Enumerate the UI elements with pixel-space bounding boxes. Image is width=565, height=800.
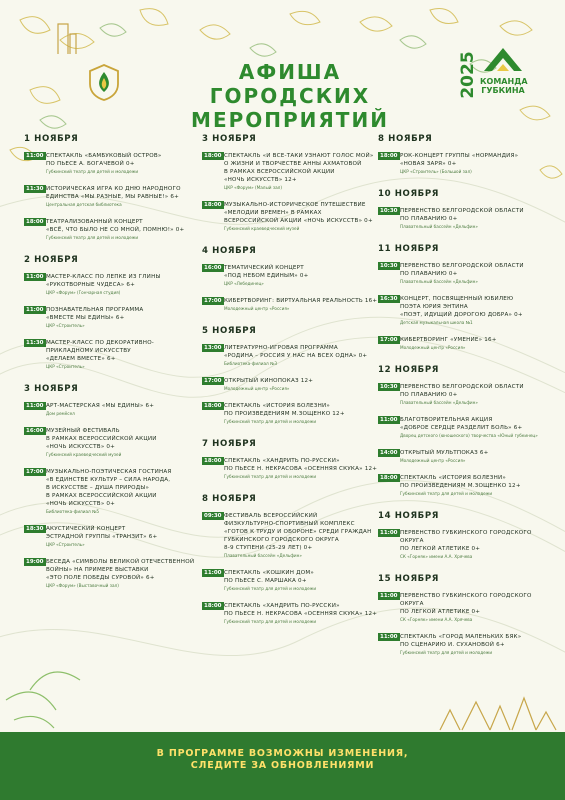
event-description: СПЕКТАКЛЬ «ИСТОРИЯ БОЛЕЗНИ» <box>224 403 330 409</box>
day-date: 5 НОЯБРЯ <box>202 326 257 336</box>
event-description: О ЖИЗНИ И ТВОРЧЕСТВЕ АННЫ АХМАТОВОЙ <box>224 161 362 167</box>
event-item <box>202 377 378 392</box>
event-description: РОК-КОНЦЕРТ ГРУППЫ «НОРМАНДИЯ» <box>400 153 519 159</box>
event-description: МАСТЕР-КЛАСС ПО ДЕКОРАТИВНО- <box>46 340 155 346</box>
event-description: ПО ПЬЕСЕ С. МАРШАКА 0+ <box>224 578 307 584</box>
day-date: 2 НОЯБРЯ <box>24 255 79 265</box>
year-text: 2025 <box>458 51 478 99</box>
event-description: ЭСТРАДНОЙ ГРУППЫ «ТРАНЗИТ» 6+ <box>46 534 158 540</box>
event-time: 10:30 <box>380 384 398 390</box>
event-description: ПЕРВЕНСТВО БЕЛГОРОДСКОЙ ОБЛАСТИ <box>400 263 524 269</box>
event-time: 10:30 <box>380 263 398 269</box>
event-description: ПРИКЛАДНОМУ ИСКУССТВУ <box>46 348 131 354</box>
event-description: «ПОД НЕБОМ ЕДИНЫМ» 0+ <box>224 273 309 279</box>
event-time: 19:00 <box>26 559 44 565</box>
schedule-column-1 <box>24 134 196 603</box>
day-block <box>378 244 554 351</box>
year-label <box>456 48 480 102</box>
day-date: 7 НОЯБРЯ <box>202 439 257 449</box>
event-venue: СК «Горняк» имени А.А. Хрячева <box>400 617 473 622</box>
event-description: ОТКРЫТЫЙ МУЛЬТПОКАЗ 6+ <box>400 450 489 456</box>
event-venue: Губкинский театр для детей и молодежи <box>224 619 317 624</box>
event-venue: Губкинский театр для детей и молодежи <box>224 586 317 591</box>
page-title <box>140 60 440 132</box>
event-time: 11:00 <box>204 570 222 576</box>
event-time: 18:00 <box>380 153 398 159</box>
day-date: 1 НОЯБРЯ <box>24 134 79 144</box>
event-description: ПО ПЬЕСЕ Н. НЕКРАСОВА «ОСЕННЯЯ СКУКА» 12+ <box>224 611 378 617</box>
event-description: СПЕКТАКЛЬ «ИСТОРИЯ БОЛЕЗНИ» <box>400 475 506 481</box>
event-venue: Детская музыкальная школа №1 <box>400 320 473 325</box>
event-description: ПО ПРОИЗВЕДЕНИЯМ М.ЗОЩЕНКО 12+ <box>400 483 521 489</box>
event-venue: Губкинский краеведческий музей <box>224 226 300 231</box>
event-venue: ЦКР «Строитель» (Большой зал) <box>400 169 472 174</box>
event-description: ПО ПЛАВАНИЮ 0+ <box>400 392 458 398</box>
event-time: 10:30 <box>380 208 398 214</box>
team-line2: ГУБКИНА <box>481 86 525 95</box>
schedule-column-2 <box>202 134 378 639</box>
day-block <box>202 439 378 480</box>
event-description: МУЗЕЙНЫЙ ФЕСТИВАЛЬ <box>46 428 120 434</box>
event-item <box>202 201 378 232</box>
event-venue: Губкинский театр для детей и молодежи <box>224 474 317 479</box>
event-description: МУЗЫКАЛЬНО-ИСТОРИЧЕСКОЕ ПУТЕШЕСТВИЕ <box>224 202 366 208</box>
event-item <box>24 558 196 589</box>
event-time: 11:00 <box>26 274 44 280</box>
event-item <box>202 297 378 312</box>
event-description: ПО ПЬЕСЕ Н. НЕКРАСОВА «ОСЕННЯЯ СКУКА» 12+ <box>224 466 378 472</box>
event-time: 16:30 <box>380 296 398 302</box>
event-time: 18:00 <box>204 603 222 609</box>
day-date: 8 НОЯБРЯ <box>202 494 257 504</box>
event-time: 11:30 <box>26 340 44 346</box>
event-venue: Губкинский театр для детей и молодежи <box>46 169 139 174</box>
event-description: В РАМКАХ ВСЕРОССИЙСКОЙ АКЦИИ <box>46 436 157 442</box>
event-description: СПЕКТАКЛЬ «ХАНДРИТЬ ПО-РУССКИ» <box>224 458 340 464</box>
event-venue: Библиотека-филиал №5 <box>46 509 100 514</box>
event-time: 11:00 <box>26 403 44 409</box>
event-item <box>378 207 554 230</box>
footer-line2: СЛЕДИТЕ ЗА ОБНОВЛЕНИЯМИ <box>190 760 375 771</box>
event-item <box>378 474 554 497</box>
event-time: 17:00 <box>204 298 222 304</box>
day-block <box>378 189 554 230</box>
day-date: 3 НОЯБРЯ <box>202 134 257 144</box>
event-description: ТЕМАТИЧЕСКИЙ КОНЦЕРТ <box>224 265 304 271</box>
event-description: КОНЦЕРТ, ПОСВЯЩЕННЫЙ ЮБИЛЕЮ <box>400 296 514 302</box>
event-description: «ДЕЛАЕМ ВМЕСТЕ» 6+ <box>46 356 116 362</box>
day-date: 3 НОЯБРЯ <box>24 384 79 394</box>
event-description: АКУСТИЧЕСКИЙ КОНЦЕРТ <box>46 526 126 532</box>
event-description: ПО ПЛАВАНИЮ 0+ <box>400 216 458 222</box>
event-item <box>378 336 554 351</box>
title-line1: АФИША <box>238 60 342 84</box>
event-description: ПЕРВЕНСТВО ГУБКИНСКОГО ГОРОДСКОГО ОКРУГА <box>400 593 532 607</box>
event-description: ЛИТЕРАТУРНО-ИГРОВАЯ ПРОГРАММА <box>224 345 338 351</box>
event-time: 11:00 <box>380 530 398 536</box>
event-item <box>378 416 554 439</box>
event-description: «В ЕДИНСТВЕ КУЛЬТУР – СИЛА НАРОДА, <box>46 477 171 483</box>
event-item <box>378 295 554 326</box>
day-block <box>378 134 554 175</box>
event-item <box>24 185 196 208</box>
event-item <box>378 383 554 406</box>
day-block <box>202 494 378 625</box>
event-description: БЛАГОТВОРИТЕЛЬНАЯ АКЦИЯ <box>400 417 493 423</box>
event-time: 18:00 <box>204 458 222 464</box>
event-item <box>24 339 196 370</box>
event-description: ЕДИНСТВА «МЫ РАЗНЫЕ, МЫ РАВНЫЕ!» 6+ <box>46 194 179 200</box>
event-description: ГУБКИНСКОГО ГОРОДСКОГО ОКРУГА <box>224 537 339 543</box>
event-venue: Плавательный бассейн «Дельфин» <box>224 553 302 558</box>
event-description: МАСТЕР-КЛАСС ПО ЛЕПКЕ ИЗ ГЛИНЫ <box>46 274 161 280</box>
event-description: ВСЕРОССИЙСКОЙ АКЦИИ «НОЧЬ ИСКУССТВ» 0+ <box>224 218 373 224</box>
event-description: ПО ПЛАВАНИЮ 0+ <box>400 271 458 277</box>
event-venue: Плавательный бассейн «Дельфин» <box>400 279 478 284</box>
event-description: В РАМКАХ ВСЕРОССИЙСКОЙ АКЦИИ <box>46 493 157 499</box>
event-time: 18:00 <box>204 153 222 159</box>
event-description: ТЕАТРАЛИЗОВАННЫЙ КОНЦЕРТ <box>46 219 143 225</box>
schedule-column-3 <box>378 134 554 670</box>
city-emblem-icon <box>84 62 124 102</box>
event-description: ПО ЛЕГКОЙ АТЛЕТИКЕ 0+ <box>400 609 481 615</box>
event-description: КИБЕРТВОРИНГ «УМЕНИЕ» 16+ <box>400 337 497 343</box>
event-time: 11:00 <box>380 634 398 640</box>
event-venue: Центральная детская библиотека <box>46 202 122 207</box>
event-time: 16:00 <box>26 428 44 434</box>
event-venue: Губкинский театр для детей и молодежи <box>400 650 493 655</box>
event-time: 18:30 <box>26 526 44 532</box>
event-description: В ИСКУССТВЕ – ДУША ПРИРОДЫ» <box>46 485 150 491</box>
footer-line1: В ПРОГРАММЕ ВОЗМОЖНЫ ИЗМЕНЕНИЯ, <box>156 748 409 759</box>
day-date: 14 НОЯБРЯ <box>378 511 439 521</box>
event-item <box>378 152 554 175</box>
event-description: СПЕКТАКЛЬ «ХАНДРИТЬ ПО-РУССКИ» <box>224 603 340 609</box>
event-time: 16:00 <box>204 265 222 271</box>
event-item <box>378 449 554 464</box>
event-venue: ЦКР «Форум» (Выставочный зал) <box>46 583 119 588</box>
event-time: 13:00 <box>204 345 222 351</box>
event-time: 11:00 <box>380 417 398 423</box>
event-item <box>24 468 196 515</box>
event-time: 18:00 <box>380 475 398 481</box>
event-description: СПЕКТАКЛЬ «ГОРОД МАЛЕНЬКИХ БЯК» <box>400 634 522 640</box>
event-item <box>378 633 554 656</box>
event-item <box>24 273 196 296</box>
event-item <box>24 402 196 417</box>
event-item <box>202 152 378 191</box>
event-time: 11:00 <box>26 153 44 159</box>
event-venue: СК «Горняк» имени А.А. Хрячева <box>400 554 473 559</box>
event-venue: Губкинский краеведческий музей <box>46 452 122 457</box>
event-item <box>202 402 378 425</box>
event-time: 11:30 <box>26 186 44 192</box>
event-description: ИСТОРИЧЕСКАЯ ИГРА КО ДНЮ НАРОДНОГО <box>46 186 181 192</box>
event-description: КИБЕРТВОРИНГ: ВИРТУАЛЬНАЯ РЕАЛЬНОСТЬ 16+ <box>224 298 378 304</box>
event-description: ПО ПЬЕСЕ А. БОГАЧЕВОЙ 0+ <box>46 161 135 167</box>
event-description: «НОЧЬ ИСКУССТВ» 0+ <box>46 501 116 507</box>
event-venue: Губкинский театр для детей и молодежи <box>46 235 139 240</box>
leaf-icon <box>6 672 80 728</box>
event-venue: ЦКР «Строитель» <box>46 364 85 369</box>
event-description: ПОЗНАВАТЕЛЬНАЯ ПРОГРАММА <box>46 307 144 313</box>
event-venue: Дворец детского (юношеского) творчества «Юный губкинец» <box>400 433 538 438</box>
event-description: СПЕКТАКЛЬ «И ВСЕ-ТАКИ УЗНАЮТ ГОЛОС МОЙ» <box>224 153 374 159</box>
event-description: «ПОЭТ, ИДУЩИЙ ДОРОГОЮ ДОБРА» 0+ <box>400 312 523 318</box>
day-block <box>378 511 554 560</box>
day-block <box>24 134 196 241</box>
day-block <box>202 246 378 312</box>
event-time: 09:30 <box>204 513 222 519</box>
event-item <box>378 592 554 623</box>
team-logo-icon <box>480 45 526 73</box>
event-time: 11:00 <box>380 593 398 599</box>
event-item <box>24 525 196 548</box>
event-venue: ЦКР «Форум» (Гончарная студия) <box>46 290 121 295</box>
event-item <box>202 457 378 480</box>
event-description: «ВМЕСТЕ МЫ ЕДИНЫ» 6+ <box>46 315 125 321</box>
event-description: «ВСЁ, ЧТО БЫЛО НЕ СО МНОЙ, ПОМНЮ!» 0+ <box>46 227 185 233</box>
event-venue: Молодежный центр «Россия» <box>224 306 290 311</box>
event-description: «РОДИНА – РОССИЯ У НАС НА ВСЕХ ОДНА» 0+ <box>224 353 368 359</box>
event-description: 8-9 СТУПЕНИ (25-29 ЛЕТ) 0+ <box>224 545 313 551</box>
day-date: 12 НОЯБРЯ <box>378 365 439 375</box>
day-date: 11 НОЯБРЯ <box>378 244 439 254</box>
event-item <box>202 264 378 287</box>
footer-notice <box>0 748 565 772</box>
event-venue: ЦКР «Лебединец» <box>224 281 264 286</box>
event-time: 14:00 <box>380 450 398 456</box>
event-item <box>202 602 378 625</box>
event-description: СПЕКТАКЛЬ «БАМБУКОВЫЙ ОСТРОВ» <box>46 153 162 159</box>
day-block <box>202 326 378 425</box>
event-description: ПЕРВЕНСТВО БЕЛГОРОДСКОЙ ОБЛАСТИ <box>400 208 524 214</box>
event-description: «РУКОТВОРНЫЕ ЧУДЕСА» 6+ <box>46 282 135 288</box>
event-venue: Дом ремёсел <box>46 411 75 416</box>
day-block <box>24 255 196 370</box>
event-item <box>24 427 196 458</box>
event-venue: Плавательный бассейн «Дельфин» <box>400 400 478 405</box>
event-item <box>202 569 378 592</box>
event-time: 18:00 <box>204 202 222 208</box>
event-time: 17:00 <box>26 469 44 475</box>
event-venue: Молодежный центр «Россия» <box>224 386 290 391</box>
event-description: «НОВАЯ ЗАРЯ» 0+ <box>400 161 457 167</box>
event-description: «ГОТОВ К ТРУДУ И ОБОРОНЕ» СРЕДИ ГРАЖДАН <box>224 529 372 535</box>
event-time: 11:00 <box>26 307 44 313</box>
event-description: БЕСЕДА «СИМВОЛЫ ВЕЛИКОЙ ОТЕЧЕСТВЕННОЙ <box>46 559 195 565</box>
event-item <box>202 344 378 367</box>
day-block <box>378 574 554 656</box>
event-venue: Плавательный бассейн «Дельфин» <box>400 224 478 229</box>
event-description: СПЕКТАКЛЬ «КОШКИН ДОМ» <box>224 570 314 576</box>
event-venue: Библиотека-филиал №3 <box>224 361 278 366</box>
title-line2: ГОРОДСКИХ МЕРОПРИЯТИЙ <box>191 84 389 132</box>
event-description: ПЕРВЕНСТВО ГУБКИНСКОГО ГОРОДСКОГО ОКРУГА <box>400 530 532 544</box>
event-time: 18:00 <box>26 219 44 225</box>
event-description: ФИЗКУЛЬТУРНО-СПОРТИВНЫЙ КОМПЛЕКС <box>224 521 355 527</box>
team-line1: КОМАНДА <box>480 77 528 86</box>
event-description: «НОЧЬ ИСКУССТВ» 12+ <box>224 177 297 183</box>
event-description: МУЗЫКАЛЬНО-ПОЭТИЧЕСКАЯ ГОСТИНАЯ <box>46 469 172 475</box>
event-time: 17:00 <box>380 337 398 343</box>
day-block <box>24 384 196 589</box>
event-venue: ЦКР «Строитель» <box>46 323 85 328</box>
day-block <box>202 134 378 232</box>
event-item <box>202 512 378 559</box>
event-description: «ДОБРОЕ СЕРДЦЕ РАЗДЕЛИТ БОЛЬ» 6+ <box>400 425 523 431</box>
event-description: ФЕСТИВАЛЬ ВСЕРОССИЙСКИЙ <box>224 513 318 519</box>
team-logo <box>480 45 526 103</box>
day-date: 15 НОЯБРЯ <box>378 574 439 584</box>
event-time: 17:00 <box>204 378 222 384</box>
day-date: 4 НОЯБРЯ <box>202 246 257 256</box>
event-venue: Молодежный центр «Россия» <box>400 345 466 350</box>
event-description: В РАМКАХ ВСЕРОССИЙСКОЙ АКЦИИ <box>224 169 335 175</box>
day-date: 10 НОЯБРЯ <box>378 189 439 199</box>
event-item <box>24 218 196 241</box>
event-venue: Губкинский театр для детей и молодежи <box>400 491 493 496</box>
event-item <box>24 152 196 175</box>
day-date: 8 НОЯБРЯ <box>378 134 433 144</box>
event-description: ОТКРЫТЫЙ КИНОПОКАЗ 12+ <box>224 378 314 384</box>
event-description: ПЕРВЕНСТВО БЕЛГОРОДСКОЙ ОБЛАСТИ <box>400 384 524 390</box>
event-description: «МЕЛОДИИ ВРЕМЕН» В РАМКАХ <box>224 210 322 216</box>
event-description: ВОЙНЫ» НА ПРИМЕРЕ ВЫСТАВКИ <box>46 567 149 573</box>
event-venue: Молодежный центр «Россия» <box>400 458 466 463</box>
event-description: АРТ-МАСТЕРСКАЯ «МЫ ЕДИНЫ» 6+ <box>46 403 155 409</box>
day-block <box>378 365 554 497</box>
event-venue: Губкинский театр для детей и молодежи <box>224 419 317 424</box>
event-description: «ЭТО ПОЛЕ ПОБЕДЫ СУРОВОЙ» 6+ <box>46 575 155 581</box>
event-item <box>378 529 554 560</box>
event-venue: ЦКР «Форум» (Малый зал) <box>224 185 282 190</box>
event-description: ПО ЛЕГКОЙ АТЛЕТИКЕ 0+ <box>400 546 481 552</box>
event-description: ПО СЦЕНАРИЮ И. СУХАНОВОЙ 6+ <box>400 642 505 648</box>
event-description: «НОЧЬ ИСКУССТВ» 0+ <box>46 444 116 450</box>
event-item <box>24 306 196 329</box>
event-item <box>378 262 554 285</box>
event-venue: ЦКР «Строитель» <box>46 542 85 547</box>
event-time: 18:00 <box>204 403 222 409</box>
event-description: ПО ПРОИЗВЕДЕНИЯМ М.ЗОЩЕНКО 12+ <box>224 411 345 417</box>
event-description: ПОЭТА ЮРИЯ ЭНТИНА <box>400 304 468 310</box>
